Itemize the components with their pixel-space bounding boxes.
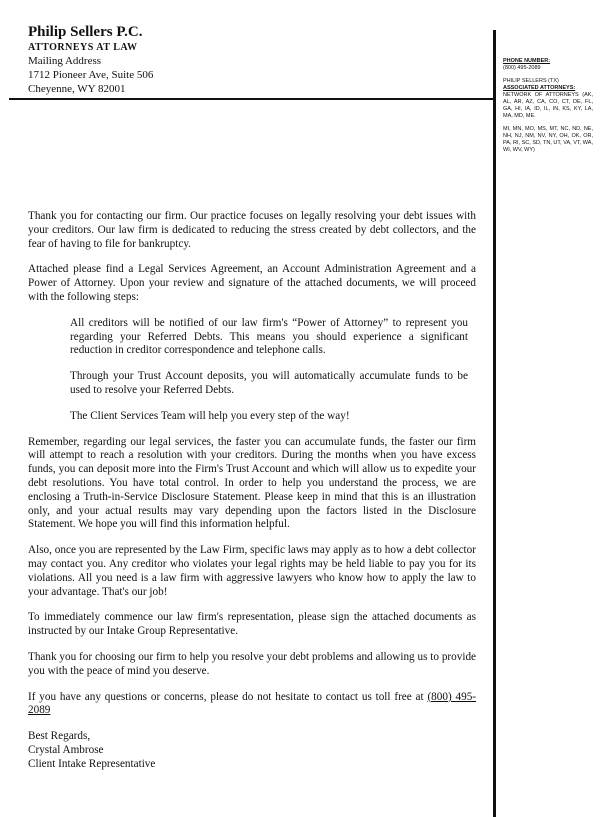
paragraph-commence: To immediately commence our law firm's representation, please sign the attached documents as instructed by our Intake Group Representative.: [28, 611, 476, 638]
paragraph-remember: Remember, regarding our legal services, the faster you can accumulate funds, the faster our firm will attempt to reach a resolution with your creditors. During the months when you have excess funds, you can deposit more into the Firm's Trust Account and which will allow us to expedite your debt resolutions. You have total control. In order to help you understand the process, we are enclosing a Truth-in-Service Disclosure Statement. Please keep in mind that this is an illustration only, and your actual results may vary depending upon the factors listed in the Disclosure Statement. We hope you will find this information helpful.: [28, 435, 476, 531]
step-trust-account: Through your Trust Account deposits, you will automatically accumulate funds to be used to resolve your Referred Debts.: [70, 370, 468, 396]
contact-phone: (800) 495-2089: [28, 690, 477, 717]
signer-name: Crystal Ambrose: [28, 743, 104, 756]
sidebar: [503, 58, 593, 160]
closing: [28, 730, 476, 771]
step-client-services: The Client Services Team will help you every step of the way!: [70, 409, 350, 422]
city-address: Cheyenne, WY 82001: [28, 83, 126, 95]
paragraph-attachments: Attached please find a Legal Services Agreement, an Account Administration Agreement and a Power of Attorney. Upon your review and signature of the attached documents, we will proceed with the following steps:: [28, 263, 476, 303]
signer-title: Client Intake Representative: [28, 757, 156, 770]
firm-name: Philip Sellers P.C.: [28, 24, 143, 40]
firm-subtitle: ATTORNEYS AT LAW: [28, 42, 138, 53]
network-list: NETWORK OF ATTORNEYS (AK, AL, AR, AZ, CA, CO, CT, DE, FL, GA, HI, IA, ID, IL, IN, KS, KY, LA, MA, MD, ME.: [503, 92, 593, 119]
step-notify-creditors: All creditors will be notified of our law firm's “Power of Attorney” to represent you regarding your Referred Debts. This means you should experience a significant reduction in creditor correspondence and telephone calls.: [70, 316, 468, 357]
letter-body: [28, 210, 476, 772]
phone-number: (800) 495-2089: [503, 65, 541, 71]
states-list: MI, MN, MO, MS, MT, NC, ND, NE, NH, NJ, NM, NV, NY, OH, OK, OR, PA, RI, SC, SD, TN, UT, VA, VT, WA, WI, WV, WY): [503, 126, 593, 153]
paragraph-laws: Also, once you are represented by the Law Firm, specific laws may apply as to how a debt collector may contact you. Any creditor who violates your legal rights may be held liable to pay you for its violations. All you need is a law firm with aggressive lawyers who know how to apply the law to your advantage. That's our job!: [28, 544, 476, 598]
salutation: Best Regards,: [28, 730, 91, 743]
header-divider: [9, 98, 493, 100]
phone-label: PHONE NUMBER:: [503, 58, 551, 64]
street-address: 1712 Pioneer Ave, Suite 506: [28, 69, 154, 81]
paragraph-contact: [28, 691, 476, 719]
letterhead: [28, 24, 178, 96]
paragraph-intro: Thank you for contacting our firm. Our practice focuses on legally resolving your debt issues with your creditors. Our law firm is dedicated to reducing the stress created by debt collectors, and the fear of having to file for bankruptcy.: [28, 210, 476, 250]
address-label: Mailing Address: [28, 55, 102, 67]
contact-text: If you have any questions or concerns, please do not hesitate to contact us toll free at: [28, 690, 424, 703]
paragraph-thanks: Thank you for choosing our firm to help you resolve your debt problems and allowing us to provide you with the peace of mind you deserve.: [28, 650, 476, 677]
associate-name: PHILIP SELLERS (TX): [503, 78, 559, 84]
sidebar-divider: [493, 30, 496, 817]
associate-label: ASSOCIATED ATTORNEYS:: [503, 85, 576, 91]
